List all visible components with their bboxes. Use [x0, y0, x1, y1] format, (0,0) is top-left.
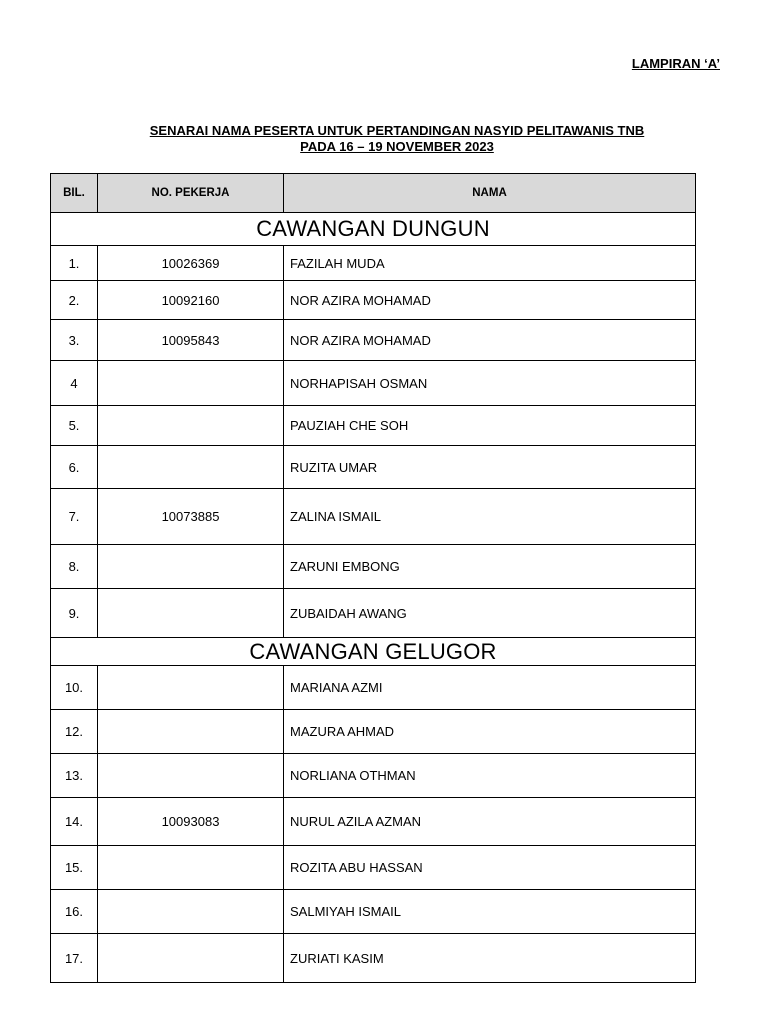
- row-bil: 14.: [51, 798, 98, 846]
- row-no-pekerja: [98, 361, 284, 406]
- table-row: [51, 890, 696, 934]
- row-bil: 7.: [51, 489, 98, 545]
- row-no-pekerja: [98, 710, 284, 754]
- table-row: [51, 406, 696, 446]
- row-no-pekerja: [98, 545, 284, 589]
- header-bil: BIL.: [51, 174, 98, 213]
- table-row: [51, 320, 696, 361]
- row-no-pekerja: [98, 446, 284, 489]
- row-nama: NORHAPISAH OSMAN: [284, 361, 696, 406]
- table-row: [51, 934, 696, 983]
- table-row: [51, 361, 696, 406]
- row-no-pekerja: [98, 754, 284, 798]
- table-header-row: [51, 174, 696, 213]
- row-no-pekerja: 10093083: [98, 798, 284, 846]
- row-bil: 10.: [51, 666, 98, 710]
- row-bil: 6.: [51, 446, 98, 489]
- attachment-label: LAMPIRAN ‘A’: [631, 56, 720, 71]
- row-no-pekerja: 10092160: [98, 281, 284, 320]
- row-bil: 1.: [51, 246, 98, 281]
- title-line-2: PADA 16 – 19 NOVEMBER 2023: [300, 139, 494, 154]
- table-row: [51, 754, 696, 798]
- row-bil: 9.: [51, 589, 98, 638]
- row-bil: 3.: [51, 320, 98, 361]
- row-nama: NORLIANA OTHMAN: [284, 754, 696, 798]
- row-bil: 2.: [51, 281, 98, 320]
- row-nama: NOR AZIRA MOHAMAD: [284, 281, 696, 320]
- table-row: [51, 589, 696, 638]
- row-nama: ZALINA ISMAIL: [284, 489, 696, 545]
- row-no-pekerja: 10095843: [98, 320, 284, 361]
- row-no-pekerja: [98, 589, 284, 638]
- section-row-gelugor: [51, 638, 696, 666]
- row-nama: ROZITA ABU HASSAN: [284, 846, 696, 890]
- row-bil: 12.: [51, 710, 98, 754]
- row-no-pekerja: [98, 406, 284, 446]
- table-row: [51, 446, 696, 489]
- document-title: [50, 123, 744, 155]
- header-nama: NAMA: [284, 174, 696, 213]
- row-bil: 16.: [51, 890, 98, 934]
- table-row: [51, 846, 696, 890]
- row-bil: 15.: [51, 846, 98, 890]
- row-nama: FAZILAH MUDA: [284, 246, 696, 281]
- row-bil: 13.: [51, 754, 98, 798]
- row-nama: ZARUNI EMBONG: [284, 545, 696, 589]
- row-no-pekerja: [98, 846, 284, 890]
- table-row: [51, 710, 696, 754]
- row-bil: 5.: [51, 406, 98, 446]
- row-nama: PAUZIAH CHE SOH: [284, 406, 696, 446]
- title-line-1: SENARAI NAMA PESERTA UNTUK PERTANDINGAN NASYID PELITAWANIS TNB: [149, 123, 645, 138]
- row-bil: 4: [51, 361, 98, 406]
- row-nama: NURUL AZILA AZMAN: [284, 798, 696, 846]
- row-no-pekerja: 10026369: [98, 246, 284, 281]
- row-nama: SALMIYAH ISMAIL: [284, 890, 696, 934]
- section-title: CAWANGAN DUNGUN: [51, 213, 696, 246]
- row-nama: ZUBAIDAH AWANG: [284, 589, 696, 638]
- participant-table: [50, 173, 696, 983]
- row-nama: ZURIATI KASIM: [284, 934, 696, 983]
- table-row: [51, 545, 696, 589]
- table-row: [51, 666, 696, 710]
- row-bil: 17.: [51, 934, 98, 983]
- row-no-pekerja: [98, 666, 284, 710]
- row-nama: NOR AZIRA MOHAMAD: [284, 320, 696, 361]
- row-nama: RUZITA UMAR: [284, 446, 696, 489]
- row-no-pekerja: [98, 890, 284, 934]
- table-row: [51, 489, 696, 545]
- row-no-pekerja: [98, 934, 284, 983]
- table-row: [51, 798, 696, 846]
- header-no-pekerja: NO. PEKERJA: [98, 174, 284, 213]
- table-row: [51, 246, 696, 281]
- row-nama: MARIANA AZMI: [284, 666, 696, 710]
- row-bil: 8.: [51, 545, 98, 589]
- row-nama: MAZURA AHMAD: [284, 710, 696, 754]
- table-row: [51, 281, 696, 320]
- row-no-pekerja: 10073885: [98, 489, 284, 545]
- section-row-dungun: [51, 213, 696, 246]
- section-title: CAWANGAN GELUGOR: [51, 638, 696, 666]
